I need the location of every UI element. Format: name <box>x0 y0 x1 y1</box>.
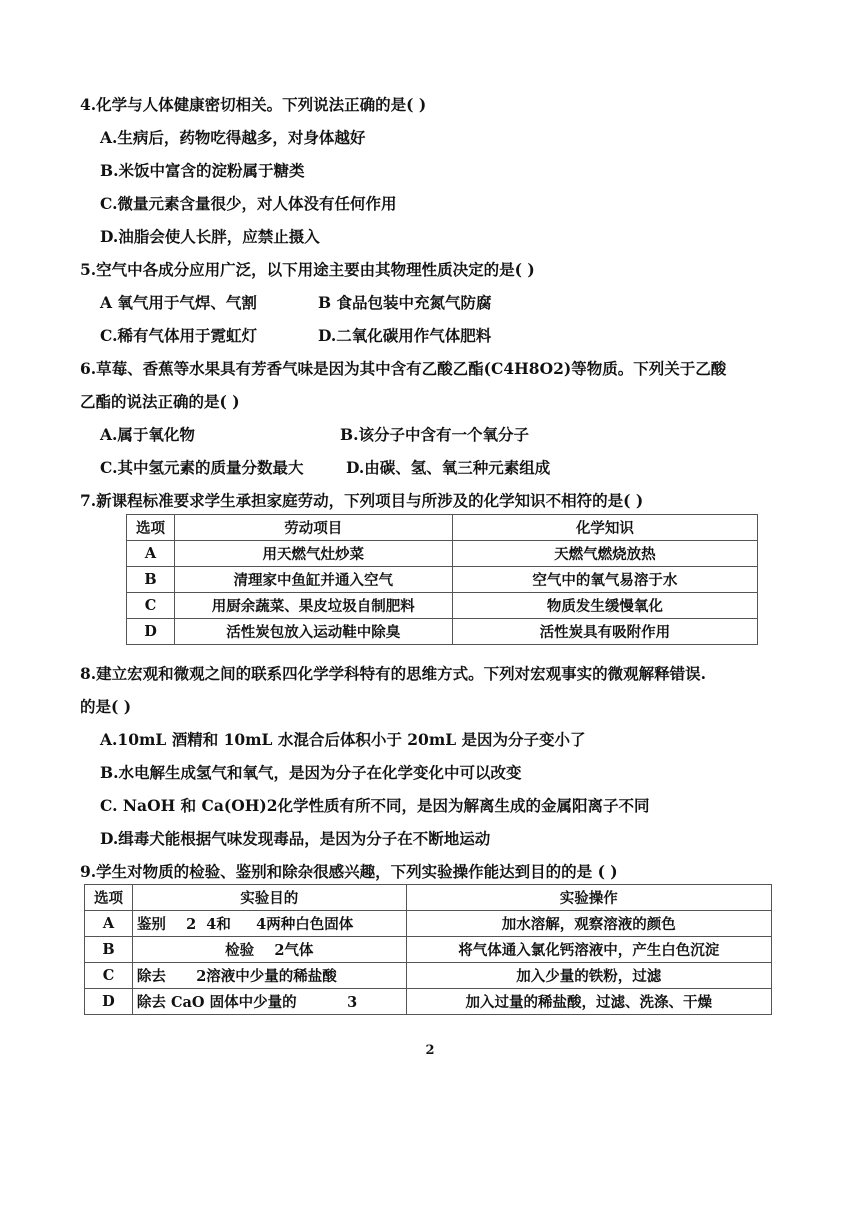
q7-stem: 7.新课程标准要求学生承担家庭劳动，下列项目与所涉及的化学知识不相符的是( ) <box>80 491 644 510</box>
table-cell: 除去 2溶液中少量的稀盐酸 <box>132 963 406 989</box>
header-cell: 劳动项目 <box>174 515 452 541</box>
table-row <box>127 567 758 593</box>
q5-stem: 5.空气中各成分应用广泛，以下用途主要由其物理性质决定的是( ) <box>80 260 535 279</box>
q8-option-d: D.缉毒犬能根据气味发现毒品，是因为分子在不断地运动 <box>100 829 491 848</box>
header-cell: 选项 <box>127 515 175 541</box>
table-header-row <box>127 515 758 541</box>
q6-stem-line2: 乙酯的说法正确的是( ) <box>80 392 240 411</box>
q9-table <box>84 884 772 1015</box>
header-cell: 实验操作 <box>406 885 771 911</box>
header-cell: 选项 <box>85 885 133 911</box>
q6-option-a: A.属于氧化物 <box>100 425 195 444</box>
table-cell: 清理家中鱼缸并通入空气 <box>174 567 452 593</box>
table-cell: D <box>127 619 175 645</box>
table-cell: D <box>85 989 133 1015</box>
page-number: 2 <box>425 1043 435 1058</box>
table-row <box>127 619 758 645</box>
table-cell: 物质发生缓慢氧化 <box>452 593 757 619</box>
table-row <box>85 937 772 963</box>
table-cell: 鉴别 2 4和 4两种白色固体 <box>132 911 406 937</box>
table-row <box>85 989 772 1015</box>
q6-option-c: C.其中氢元素的质量分数最大 <box>100 458 304 477</box>
q8-option-c: C. NaOH 和 Ca(OH)2化学性质有所不同，是因为解离生成的金属阳离子不同 <box>100 796 650 815</box>
table-cell: 除去 CaO 固体中少量的 3 <box>132 989 406 1015</box>
table-cell: 加水溶解，观察溶液的颜色 <box>406 911 771 937</box>
q4-option-d: D.油脂会使人长胖，应禁止摄入 <box>100 227 320 246</box>
q8-stem-line2: 的是( ) <box>80 697 132 716</box>
q5-option-d: D.二氧化碳用作气体肥料 <box>318 326 492 345</box>
table-cell: B <box>85 937 133 963</box>
q9-stem: 9.学生对物质的检验、鉴别和除杂很感兴趣，下列实验操作能达到目的的是 ( ) <box>80 862 618 881</box>
table-row <box>127 541 758 567</box>
q5-option-a: A 氧气用于气焊、气割 <box>100 293 257 312</box>
q6-option-d: D.由碳、氢、氧三种元素组成 <box>346 458 551 477</box>
header-cell: 实验目的 <box>132 885 406 911</box>
table-row <box>85 911 772 937</box>
table-cell: 加入少量的铁粉，过滤 <box>406 963 771 989</box>
q4-option-b: B.米饭中富含的淀粉属于糖类 <box>100 161 305 180</box>
table-cell: 天燃气燃烧放热 <box>452 541 757 567</box>
table-cell: A <box>85 911 133 937</box>
table-cell: 活性炭包放入运动鞋中除臭 <box>174 619 452 645</box>
table-cell: 用天燃气灶炒菜 <box>174 541 452 567</box>
header-cell: 化学知识 <box>452 515 757 541</box>
table-cell: 活性炭具有吸附作用 <box>452 619 757 645</box>
q6-option-b: B.该分子中含有一个氧分子 <box>340 425 529 444</box>
q6-stem-line1: 6.草莓、香蕉等水果具有芳香气味是因为其中含有乙酸乙酯(C4H8O2)等物质。下列关于乙酸 <box>80 359 727 378</box>
table-cell: 检验 2气体 <box>132 937 406 963</box>
table-cell: C <box>85 963 133 989</box>
table-cell: 用厨余蔬菜、果皮垃圾自制肥料 <box>174 593 452 619</box>
q8-option-b: B.水电解生成氢气和氧气，是因为分子在化学变化中可以改变 <box>100 763 522 782</box>
table-cell: 将气体通入氯化钙溶液中，产生白色沉淀 <box>406 937 771 963</box>
table-cell: 加入过量的稀盐酸，过滤、洗涤、干燥 <box>406 989 771 1015</box>
table-cell: B <box>127 567 175 593</box>
table-row <box>85 963 772 989</box>
table-row <box>127 593 758 619</box>
q4-option-a: A.生病后，药物吃得越多，对身体越好 <box>100 128 366 147</box>
table-cell: 空气中的氧气易溶于水 <box>452 567 757 593</box>
table-cell: C <box>127 593 175 619</box>
q8-option-a: A.10mL 酒精和 10mL 水混合后体积小于 20mL 是因为分子变小了 <box>100 730 586 749</box>
q7-table <box>126 514 758 645</box>
table-cell: A <box>127 541 175 567</box>
q5-option-c: C.稀有气体用于霓虹灯 <box>100 326 257 345</box>
table-header-row <box>85 885 772 911</box>
q4-option-c: C.微量元素含量很少，对人体没有任何作用 <box>100 194 397 213</box>
q5-option-b: B 食品包装中充氮气防腐 <box>318 293 492 312</box>
q8-stem-line1: 8.建立宏观和微观之间的联系四化学学科特有的思维方式。下列对宏观事实的微观解释错误. <box>80 664 707 683</box>
q4-stem: 4.化学与人体健康密切相关。下列说法正确的是( ) <box>80 95 427 114</box>
